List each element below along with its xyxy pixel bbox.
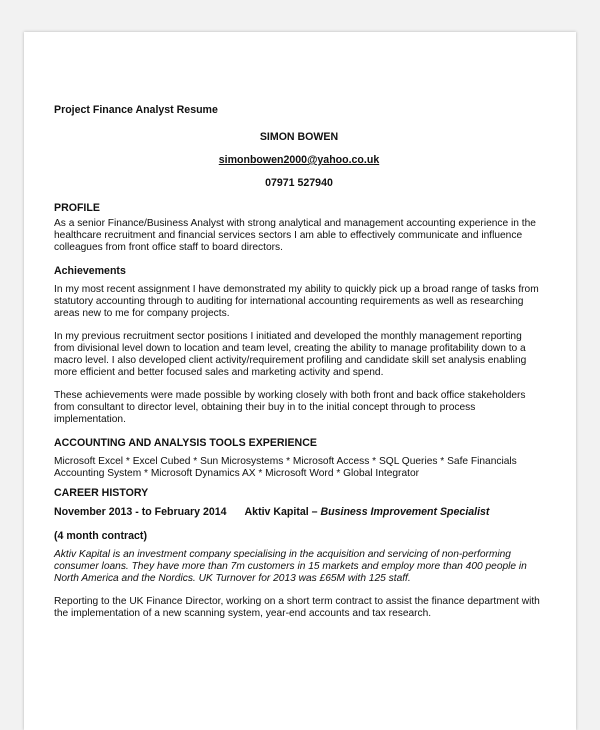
candidate-name: SIMON BOWEN	[259, 131, 339, 143]
tools-heading: ACCOUNTING AND ANALYSIS TOOLS EXPERIENCE	[54, 437, 317, 449]
document-title: Project Finance Analyst Resume	[54, 104, 218, 116]
achievements-heading: Achievements	[54, 265, 126, 277]
profile-heading: PROFILE	[54, 202, 100, 214]
achievement-paragraph: These achievements were made possible by working closely with both front and back office stakeholders from consultant to director level, obtaining their buy in to the initial concept through to process implementation.	[54, 390, 526, 425]
job-title: Business Improvement Specialist	[320, 506, 490, 518]
job-dates: November 2013 - to February 2014	[54, 506, 227, 518]
job-line	[54, 506, 544, 518]
achievement-paragraph: In my previous recruitment sector positions I initiated and developed the monthly management reporting from divisional level down to location and team level, creating the ability to manage profitability down to a macro level. I also developed client activity/requirement profiling and candidate skill set analysis enabling more efficient and better focused sales and marketing activity and spend.	[54, 331, 527, 378]
career-heading: CAREER HISTORY	[54, 487, 149, 499]
resume-content	[54, 104, 544, 631]
achievement-paragraph: In my most recent assignment I have demonstrated my ability to quickly pick up a broad range of tasks from statutory accounting through to auditing for international accounting requirements as well as researching areas new to me for company projects.	[54, 284, 539, 319]
resume-page	[24, 32, 576, 730]
candidate-phone: 07971 527940	[265, 177, 333, 189]
job-company: Aktiv Kapital	[244, 506, 309, 518]
candidate-email: simonbowen2000@yahoo.co.uk	[218, 154, 380, 166]
profile-text: As a senior Finance/Business Analyst with strong analytical and management accounting experience in the healthcare recruitment and financial services sectors I am able to effectively communicate and influence colleagues from front office staff to board directors.	[54, 218, 536, 253]
company-description: Aktiv Kapital is an investment company specialising in the acquisition and servicing of non-performing consumer loans. They have more than 7m customers in 15 markets and employ more than 400 people in North America and the Nordics. UK Turnover for 2013 was £65M with 125 staff.	[54, 549, 527, 584]
job-duration: (4 month contract)	[54, 530, 147, 542]
job-separator: –	[308, 506, 321, 518]
role-description: Reporting to the UK Finance Director, working on a short term contract to assist the finance department with the implementation of a new scanning system, year-end accounts and tax research.	[54, 596, 540, 619]
tools-text: Microsoft Excel * Excel Cubed * Sun Microsystems * Microsoft Access * SQL Queries * Safe Financials Accounting System * Microsoft Dynamics AX * Microsoft Word * Global Integrator	[54, 456, 517, 479]
